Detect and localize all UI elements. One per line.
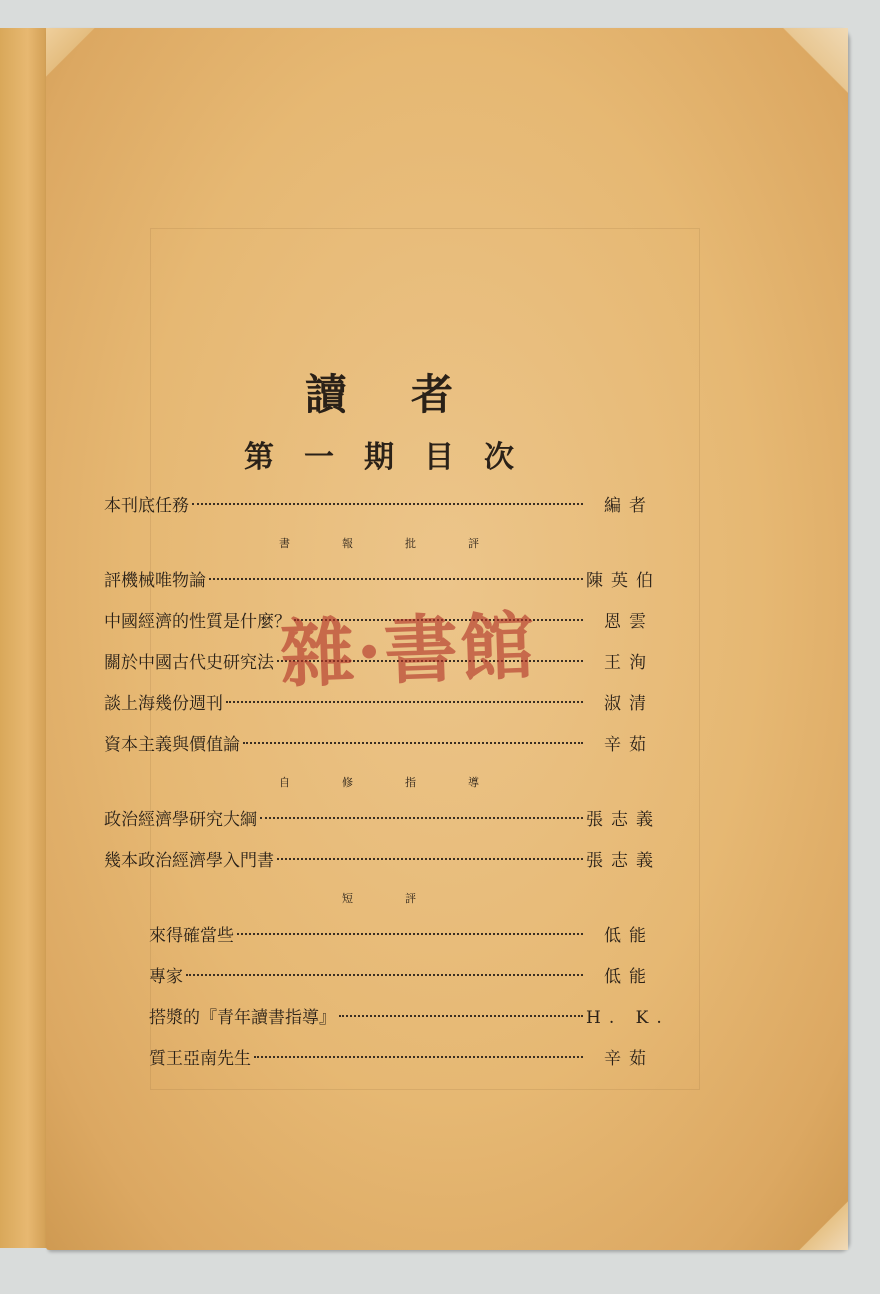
facing-page-edge	[0, 28, 51, 1248]
toc-entry-title: 幾本政治經濟學入門書	[104, 851, 274, 871]
toc-entry-title: 專家	[149, 967, 183, 987]
toc-entry-title: 質王亞南先生	[149, 1049, 251, 1069]
dot-leader	[186, 974, 583, 976]
toc-entry-author: 低能	[604, 967, 654, 987]
toc-entry-author: 低能	[604, 926, 654, 946]
table-of-contents	[104, 370, 670, 1080]
toc-entry-author: 王洵	[604, 653, 654, 673]
dot-leader	[277, 858, 583, 860]
magazine-title: 讀者	[304, 370, 517, 419]
dot-leader	[192, 503, 583, 505]
toc-entry-author: 編者	[604, 496, 654, 516]
toc-entry-author: 淑清	[604, 694, 654, 714]
dot-leader	[243, 742, 583, 744]
dot-leader	[339, 1015, 583, 1017]
dot-leader	[226, 701, 583, 703]
toc-entry-author: 恩雲	[604, 612, 654, 632]
toc-entry-title: 評機械唯物論	[104, 571, 206, 591]
dot-leader	[260, 817, 583, 819]
toc-entry	[104, 486, 654, 527]
folded-corner	[768, 28, 848, 108]
toc-entry-author: 陳英伯	[586, 571, 661, 591]
toc-entry-author: 辛茹	[604, 735, 654, 755]
library-stamp: 雜·書館	[278, 603, 538, 699]
toc-entry	[104, 957, 654, 998]
dot-leader	[237, 933, 583, 935]
issue-contents-heading: 第一期目次	[244, 440, 544, 475]
dot-leader	[254, 1056, 583, 1058]
toc-entry-title: 政治經濟學研究大綱	[104, 810, 257, 830]
section-heading: 自修指導	[279, 776, 531, 789]
toc-entry-title: 中國經濟的性質是什麼？	[104, 612, 291, 632]
toc-entry	[104, 916, 654, 957]
toc-entry-author: 張志義	[586, 851, 661, 871]
toc-entry	[104, 800, 661, 841]
toc-entry-title: 本刊底任務	[104, 496, 189, 516]
toc-entry-title: 談上海幾份週刊	[104, 694, 223, 714]
toc-entry	[104, 1039, 654, 1080]
toc-entry	[104, 998, 670, 1039]
dot-leader	[209, 578, 583, 580]
toc-entry-author: 張志義	[586, 810, 661, 830]
toc-entry-author: H. K.	[586, 1008, 670, 1028]
section-heading: 書報批評	[279, 537, 531, 550]
toc-entry	[104, 725, 654, 766]
toc-entry-title: 來得確當些	[149, 926, 234, 946]
section-heading: 短評	[342, 892, 468, 905]
toc-entry-title: 搭漿的『青年讀書指導』	[149, 1008, 336, 1028]
worn-corner	[788, 1190, 848, 1250]
toc-list	[104, 486, 670, 1080]
toc-entry	[104, 841, 661, 882]
worn-corner	[46, 28, 106, 88]
toc-entry-title: 資本主義與價值論	[104, 735, 240, 755]
toc-entry-author: 辛茹	[604, 1049, 654, 1069]
toc-entry-title: 關於中國古代史研究法	[104, 653, 274, 673]
